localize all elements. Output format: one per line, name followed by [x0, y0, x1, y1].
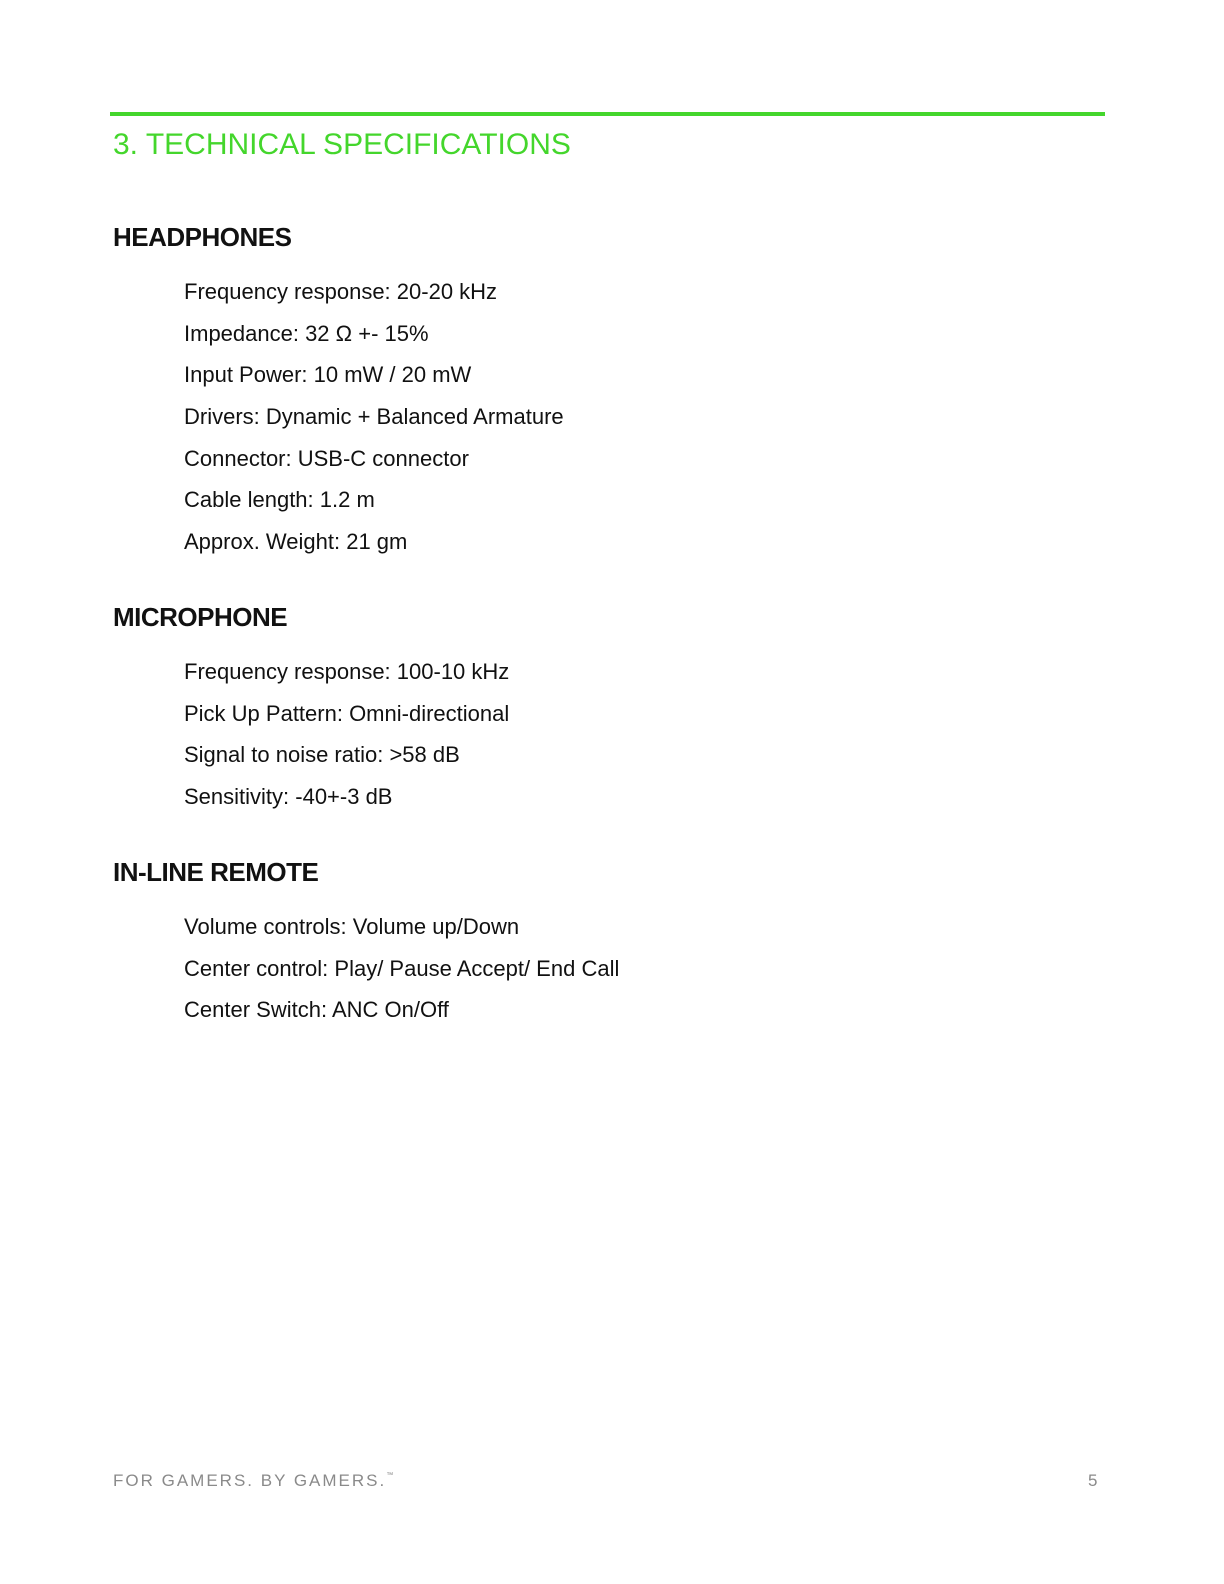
spec-item: Signal to noise ratio: >58 dB [184, 742, 460, 768]
section-microphone [113, 602, 1013, 818]
spec-item: Drivers: Dynamic + Balanced Armature [184, 404, 564, 430]
spec-item: Center control: Play/ Pause Accept/ End Call [184, 955, 620, 981]
spec-item: Sensitivity: -40+-3 dB [184, 784, 393, 810]
spec-list-headphones [113, 271, 1013, 563]
section-heading-microphone: MICROPHONE [113, 602, 288, 632]
spec-item: Approx. Weight: 21 gm [184, 529, 408, 555]
spec-item: Impedance: 32 Ω +- 15% [184, 320, 429, 346]
footer-tagline-text: FOR GAMERS. BY GAMERS. [113, 1471, 387, 1490]
page-number: 5 [1088, 1471, 1098, 1490]
spec-item: Frequency response: 100-10 kHz [184, 659, 510, 684]
spec-item: Volume controls: Volume up/Down [184, 914, 520, 939]
section-heading-headphones: HEADPHONES [113, 222, 292, 252]
trademark-symbol: ™ [386, 1472, 394, 1479]
spec-item: Connector: USB-C connector [184, 445, 469, 471]
section-heading-in-line-remote: IN-LINE REMOTE [113, 857, 319, 887]
spec-item: Pick Up Pattern: Omni-directional [184, 700, 510, 726]
spec-item: Frequency response: 20-20 kHz [184, 279, 498, 304]
spec-item: Center Switch: ANC On/Off [184, 997, 449, 1023]
footer-tagline [113, 1471, 393, 1491]
section-headphones [113, 222, 1013, 563]
spec-item: Input Power: 10 mW / 20 mW [184, 362, 472, 388]
spec-item: Cable length: 1.2 m [184, 487, 375, 513]
spec-list-in-line-remote [113, 906, 1013, 1031]
section-in-line-remote [113, 857, 1013, 1031]
spec-list-microphone [113, 651, 1013, 818]
header-rule [110, 112, 1105, 116]
chapter-title: 3. TECHNICAL SPECIFICATIONS [113, 128, 571, 161]
